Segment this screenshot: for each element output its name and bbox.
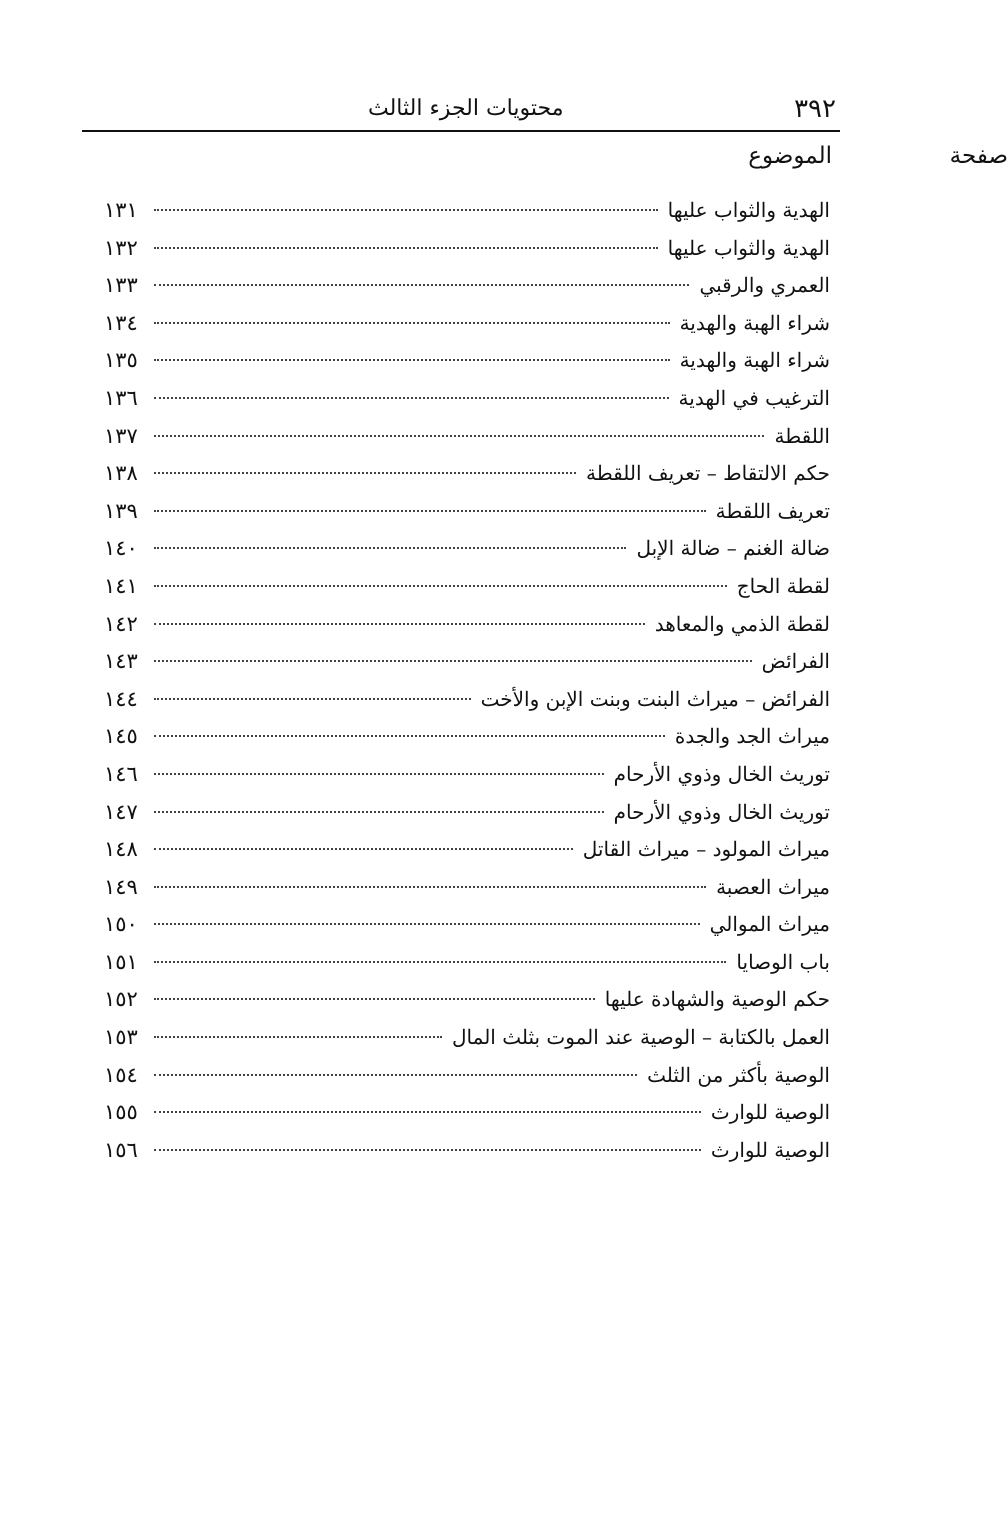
dot-leader	[154, 961, 726, 963]
toc-entry-title: ميراث الموالي	[709, 912, 830, 937]
toc-entry-title: الوصية بأكثر من الثلث	[647, 1062, 830, 1087]
toc-entry-title: حكم الالتقاط – تعريف اللقطة	[586, 461, 830, 486]
toc-entry	[104, 681, 830, 719]
dot-leader	[154, 1149, 701, 1151]
toc-entry-title: ميراث العصبة	[716, 874, 830, 899]
toc-entry	[104, 906, 830, 944]
dot-leader	[154, 435, 764, 437]
toc-entry-page: ١٤٥	[104, 724, 138, 749]
page-number: ٣٩٢	[794, 94, 836, 124]
dot-leader	[154, 848, 573, 850]
toc-entry-page: ١٥٥	[104, 1100, 138, 1125]
toc-entry	[104, 643, 830, 681]
toc-entry-page: ١٥١	[104, 949, 138, 974]
toc-entry	[104, 1057, 830, 1095]
toc-entry	[104, 1132, 830, 1170]
toc-entry-title: العمل بالكتابة – الوصية عند الموت بثلث المال	[452, 1025, 830, 1050]
dot-leader	[154, 1074, 637, 1076]
toc-entry-page: ١٣٧	[104, 423, 138, 448]
toc-entry-page: ١٥٠	[104, 912, 138, 937]
toc-entry	[104, 568, 830, 606]
toc-entry-title: باب الوصايا	[736, 949, 830, 974]
toc-entry-page: ١٣٤	[104, 310, 138, 335]
toc-entry-page: ١٣٣	[104, 273, 138, 298]
toc-entry-title: الترغيب في الهدية	[678, 385, 830, 410]
header-rule	[82, 130, 840, 132]
toc-entry	[104, 380, 830, 418]
dot-leader	[154, 359, 670, 361]
toc-entry-page: ١٤٧	[104, 799, 138, 824]
toc-entry-title: الوصية للوارث	[710, 1137, 830, 1162]
toc-entry-title: ميراث الجد والجدة	[674, 724, 830, 749]
toc-entry	[104, 493, 830, 531]
toc-entry-page: ١٤٤	[104, 686, 138, 711]
toc-entry-page: ١٥٢	[104, 987, 138, 1012]
toc-entry-title: حكم الوصية والشهادة عليها	[604, 987, 830, 1012]
toc-entry	[104, 718, 830, 756]
toc-entry-page: ١٥٣	[104, 1025, 138, 1050]
toc-entry	[104, 869, 830, 907]
toc-entry	[104, 606, 830, 644]
dot-leader	[154, 397, 669, 399]
toc-entry	[104, 1094, 830, 1132]
toc-entry	[104, 981, 830, 1019]
dot-leader	[154, 623, 645, 625]
toc-entry-page: ١٤٦	[104, 761, 138, 786]
toc-entry	[104, 192, 830, 230]
toc-entry-page: ١٤٠	[104, 536, 138, 561]
toc-entry-title: الهدية والثواب عليها	[667, 235, 830, 260]
topic-column-heading: الموضوع	[748, 143, 832, 169]
dot-leader	[154, 735, 665, 737]
toc-entry-page: ١٣٢	[104, 235, 138, 260]
toc-entry	[104, 305, 830, 343]
toc-entry	[104, 756, 830, 794]
toc-entry-title: الوصية للوارث	[710, 1100, 830, 1125]
toc-entry	[104, 831, 830, 869]
toc-entry-title: الفرائض	[761, 649, 830, 674]
dot-leader	[154, 472, 576, 474]
toc-entry-page: ١٣٦	[104, 385, 138, 410]
toc-entry-title: ميراث المولود – ميراث القاتل	[582, 837, 830, 862]
toc-entry-page: ١٣٥	[104, 348, 138, 373]
dot-leader	[154, 322, 670, 324]
dot-leader	[154, 547, 626, 549]
toc-entry-title: شراء الهبة والهدية	[679, 348, 830, 373]
dot-leader	[154, 585, 727, 587]
toc-entry-title: لقطة الذمي والمعاهد	[654, 611, 830, 636]
toc-entry-page: ١٣٩	[104, 498, 138, 523]
dot-leader	[154, 698, 471, 700]
dot-leader	[154, 510, 706, 512]
toc-entry-title: توريث الخال وذوي الأرحام	[613, 761, 830, 786]
toc-entry-title: شراء الهبة والهدية	[679, 310, 830, 335]
toc-entry	[104, 267, 830, 305]
toc-entry-title: الفرائض – ميراث البنت وبنت الإبن والأخت	[480, 686, 830, 711]
dot-leader	[154, 660, 752, 662]
dot-leader	[154, 811, 604, 813]
toc-entry-title: تعريف اللقطة	[715, 498, 830, 523]
toc-entry-page: ١٣١	[104, 198, 138, 222]
toc-entry	[104, 530, 830, 568]
dot-leader	[154, 284, 689, 286]
toc-entry-title: العمري والرقبي	[699, 273, 830, 298]
dot-leader	[154, 886, 706, 888]
toc-entry-page: ١٥٦	[104, 1137, 138, 1162]
toc-entry-title: اللقطة	[774, 423, 830, 448]
toc-entry-title: الهدية والثواب عليها	[667, 198, 830, 222]
dot-leader	[154, 773, 604, 775]
toc-entry-page: ١٣٨	[104, 461, 138, 486]
dot-leader	[154, 209, 658, 211]
toc-entry-title: لقطة الحاج	[736, 573, 830, 598]
dot-leader	[154, 1036, 442, 1038]
toc-entry-title: توريث الخال وذوي الأرحام	[613, 799, 830, 824]
toc-entry-page: ١٤١	[104, 573, 138, 598]
dot-leader	[154, 923, 700, 925]
toc-entry	[104, 455, 830, 493]
dot-leader	[154, 998, 595, 1000]
toc-entry-page: ١٥٤	[104, 1062, 138, 1087]
toc-entry	[104, 418, 830, 456]
page-title: محتويات الجزء الثالث	[368, 96, 564, 121]
toc-entry-title: ضالة الغنم – ضالة الإبل	[636, 536, 830, 561]
toc-entry	[104, 944, 830, 982]
toc-entry	[104, 342, 830, 380]
running-header	[82, 88, 840, 132]
toc-entry	[104, 230, 830, 268]
toc-entry-page: ١٤٨	[104, 837, 138, 862]
toc-entry-page: ١٤٢	[104, 611, 138, 636]
toc-entry-page: ١٤٩	[104, 874, 138, 899]
table-of-contents	[104, 192, 830, 1169]
dot-leader	[154, 247, 658, 249]
toc-entry	[104, 1019, 830, 1057]
toc-entry-page: ١٤٣	[104, 649, 138, 674]
page-column-heading: صفحة	[949, 143, 1008, 169]
dot-leader	[154, 1111, 701, 1113]
toc-entry	[104, 794, 830, 832]
